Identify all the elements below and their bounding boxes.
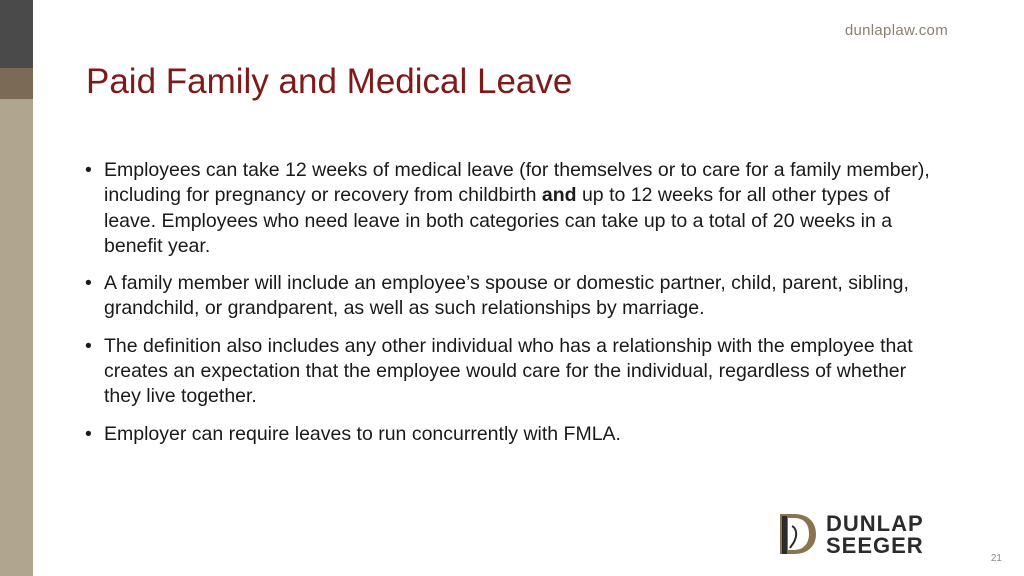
bullet-glyph: • <box>85 159 92 181</box>
dunlap-seeger-logo <box>778 512 958 558</box>
bullet-text: The definition also includes any other individual who has a relationship with the employee that creates an expectation that the employee would care for the individual, regardless of whether they live together. <box>104 334 913 408</box>
bullet-text: A family member will include an employee’s spouse or domestic partner, child, parent, sibling, grandchild, or grandparent, as well as such relationships by marriage. <box>104 272 909 320</box>
page-number: 21 <box>990 553 1002 564</box>
bullet-text: Employer can require leaves to run concurrently with FMLA. <box>104 422 621 445</box>
site-url: dunlaplaw.com <box>844 22 948 39</box>
logo-line-1: DUNLAP <box>826 511 924 536</box>
bullet-list <box>84 158 944 459</box>
sidebar-dark-block <box>0 0 33 68</box>
bullet-item <box>84 334 944 410</box>
bullet-glyph: • <box>85 334 92 357</box>
bullet-glyph: • <box>85 422 92 445</box>
bullet-item <box>84 271 944 322</box>
bullet-item <box>84 422 944 447</box>
bullet-bold-text: and <box>541 184 577 207</box>
logo-mark-icon <box>778 512 818 556</box>
slide-title: Paid Family and Medical Leave <box>86 62 573 101</box>
bullet-item <box>84 158 944 259</box>
sidebar-brown-block <box>0 68 33 99</box>
logo-wordmark <box>826 513 924 557</box>
sidebar-tan-bar <box>0 99 33 576</box>
bullet-text-part: Employees can take 12 weeks of medical leave (for themselves or to care for a family member), including for pregnancy or recovery from childbirth <box>104 159 930 207</box>
bullet-glyph: • <box>85 272 92 295</box>
logo-line-2: SEEGER <box>826 533 924 558</box>
bullet-text-part: up to 12 weeks for all other types of leave. Employees who need leave in both categories can take up to a total of 20 weeks in a benefit year. <box>104 184 893 257</box>
